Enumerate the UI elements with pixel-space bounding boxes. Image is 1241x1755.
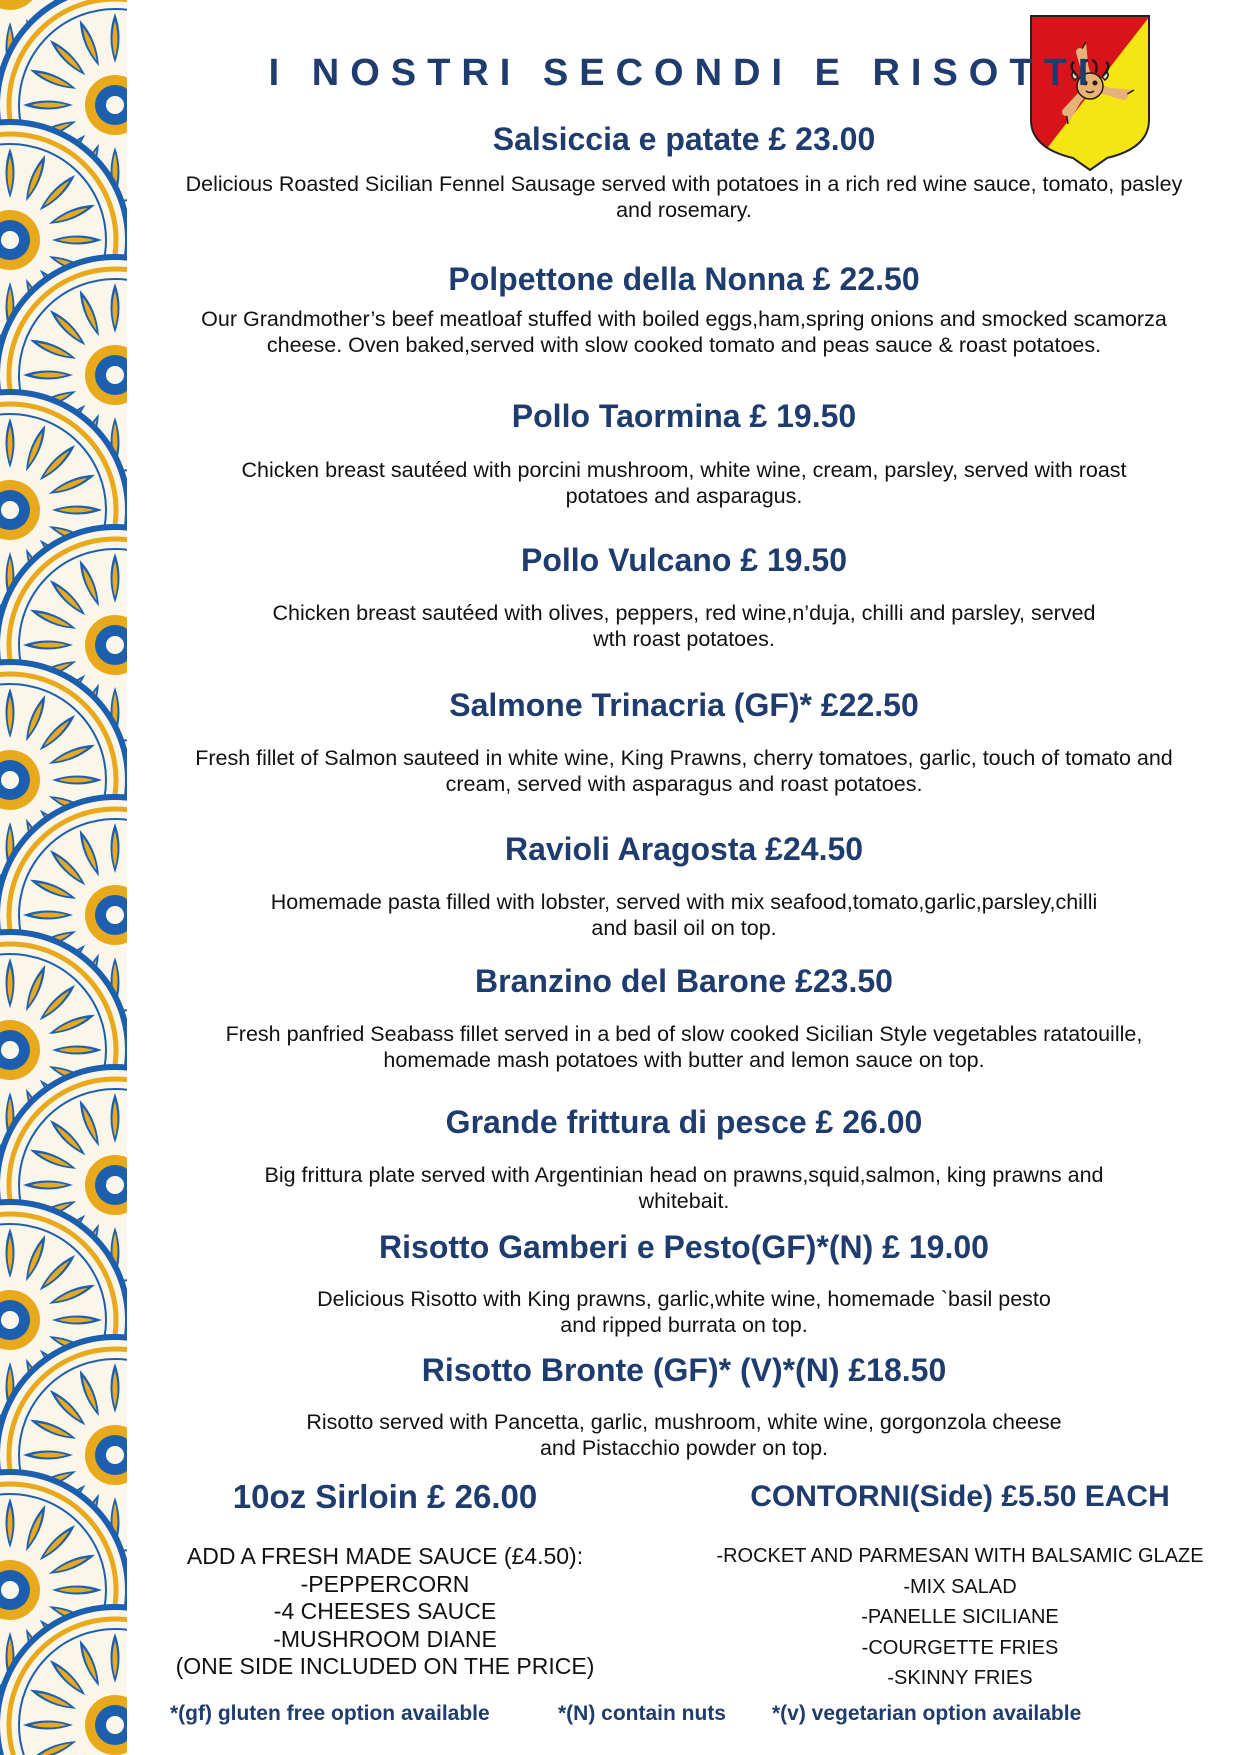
list-item: -COURGETTE FRIES (861, 1636, 1059, 1659)
dish-risotto-bronte (127, 1351, 1241, 1461)
dish-description: Chicken breast sautéed with olives, peppers, red wine,n’duja, chilli and parsley, served wth roast potatoes. (272, 601, 1096, 651)
dish-description: Chicken breast sautéed with porcini mushroom, white wine, cream, parsley, served with roast potatoes and asparagus. (241, 458, 1127, 508)
dish-name: Pollo Vulcano £ 19.50 (520, 542, 848, 578)
dish-description: Big frittura plate served with Argentinian head on prawns,squid,salmon, king prawns and whitebait. (264, 1163, 1104, 1213)
dish-branzino (127, 962, 1241, 1073)
dish-name: Pollo Taormina £ 19.50 (511, 398, 857, 434)
dish-salmone-trinacria (127, 686, 1241, 797)
dish-grande-frittura (127, 1103, 1241, 1214)
dish-name: Branzino del Barone £23.50 (475, 963, 893, 999)
dish-name: Salsiccia e patate £ 23.00 (492, 121, 876, 157)
contorni-title: CONTORNI(Side) £5.50 EACH (750, 1480, 1170, 1513)
dish-risotto-gamberi (127, 1228, 1241, 1338)
contorni-list (690, 1541, 1230, 1694)
list-item: -PANELLE SICILIANE (861, 1606, 1059, 1628)
dish-name: Grande frittura di pesce £ 26.00 (445, 1104, 923, 1140)
list-item: -SKINNY FRIES (887, 1667, 1033, 1689)
dish-name: Risotto Gamberi e Pesto(GF)*(N) £ 19.00 (379, 1229, 989, 1265)
dish-description: Our Grandmother’s beef meatloaf stuffed with boiled eggs,ham,spring onions and smocked scamorza cheese. Oven baked,served with slow cooked tomato and peas sauce & roast potatoes. (201, 307, 1167, 357)
footnote-vegetarian: *(v) vegetarian option available (772, 1702, 1082, 1725)
majolica-tile-pattern (0, 0, 127, 1755)
list-item: -MIX SALAD (903, 1575, 1017, 1598)
dish-name: Risotto Bronte (GF)* (V)*(N) £18.50 (421, 1352, 947, 1388)
list-item: -ROCKET AND PARMESAN WITH BALSAMIC GLAZE (716, 1545, 1204, 1567)
dish-polpettone (127, 260, 1241, 358)
dish-pollo-vulcano (127, 541, 1241, 652)
dish-pollo-taormina (127, 397, 1241, 509)
footnote-nuts: *(N) contain nuts (558, 1702, 726, 1725)
dish-name: Ravioli Aragosta £24.50 (504, 831, 864, 867)
sirloin-sauce-options: ADD A FRESH MADE SAUCE (£4.50): -PEPPERCORN -4 CHEESES SAUCE -MUSHROOM DIANE (ONE SIDE INCLUDED ON THE PRICE) (175, 1543, 595, 1679)
decorative-tile-border (0, 0, 127, 1755)
dish-description: Delicious Roasted Sicilian Fennel Sausage served with potatoes in a rich red wine sauce, tomato, pasley and rosemary. (185, 172, 1183, 222)
dish-name: Salmone Trinacria (GF)* £22.50 (449, 687, 919, 723)
dish-ravioli-aragosta (127, 830, 1241, 941)
dish-description: Homemade pasta filled with lobster, served with mix seafood,tomato,garlic,parsley,chilli and basil oil on top. (270, 890, 1098, 940)
dish-description: Delicious Risotto with King prawns, garlic,white wine, homemade `basil pesto and ripped burrata on top. (317, 1287, 1051, 1337)
menu-title: I NOSTRI SECONDI E RISOTTI (268, 52, 1100, 94)
dish-description: Fresh panfried Seabass fillet served in a bed of slow cooked Sicilian Style vegetables ratatouille, homemade mash potatoes with butter and lemon sauce on top. (225, 1022, 1143, 1072)
contorni-section (690, 1477, 1230, 1694)
dish-description: Fresh fillet of Salmon sauteed in white wine, King Prawns, cherry tomatoes, garlic, touch of tomato and cream, served with asparagus and roast potatoes. (195, 746, 1173, 796)
dish-name: Polpettone della Nonna £ 22.50 (448, 261, 920, 297)
dish-description: Risotto served with Pancetta, garlic, mushroom, white wine, gorgonzola cheese and Pistacchio powder on top. (306, 1410, 1062, 1460)
dish-salsiccia (127, 120, 1241, 223)
sirloin-section (150, 1477, 620, 1681)
sirloin-title: 10oz Sirloin £ 26.00 (232, 1478, 538, 1515)
footnote-gluten-free: *(gf) gluten free option available (170, 1702, 490, 1725)
